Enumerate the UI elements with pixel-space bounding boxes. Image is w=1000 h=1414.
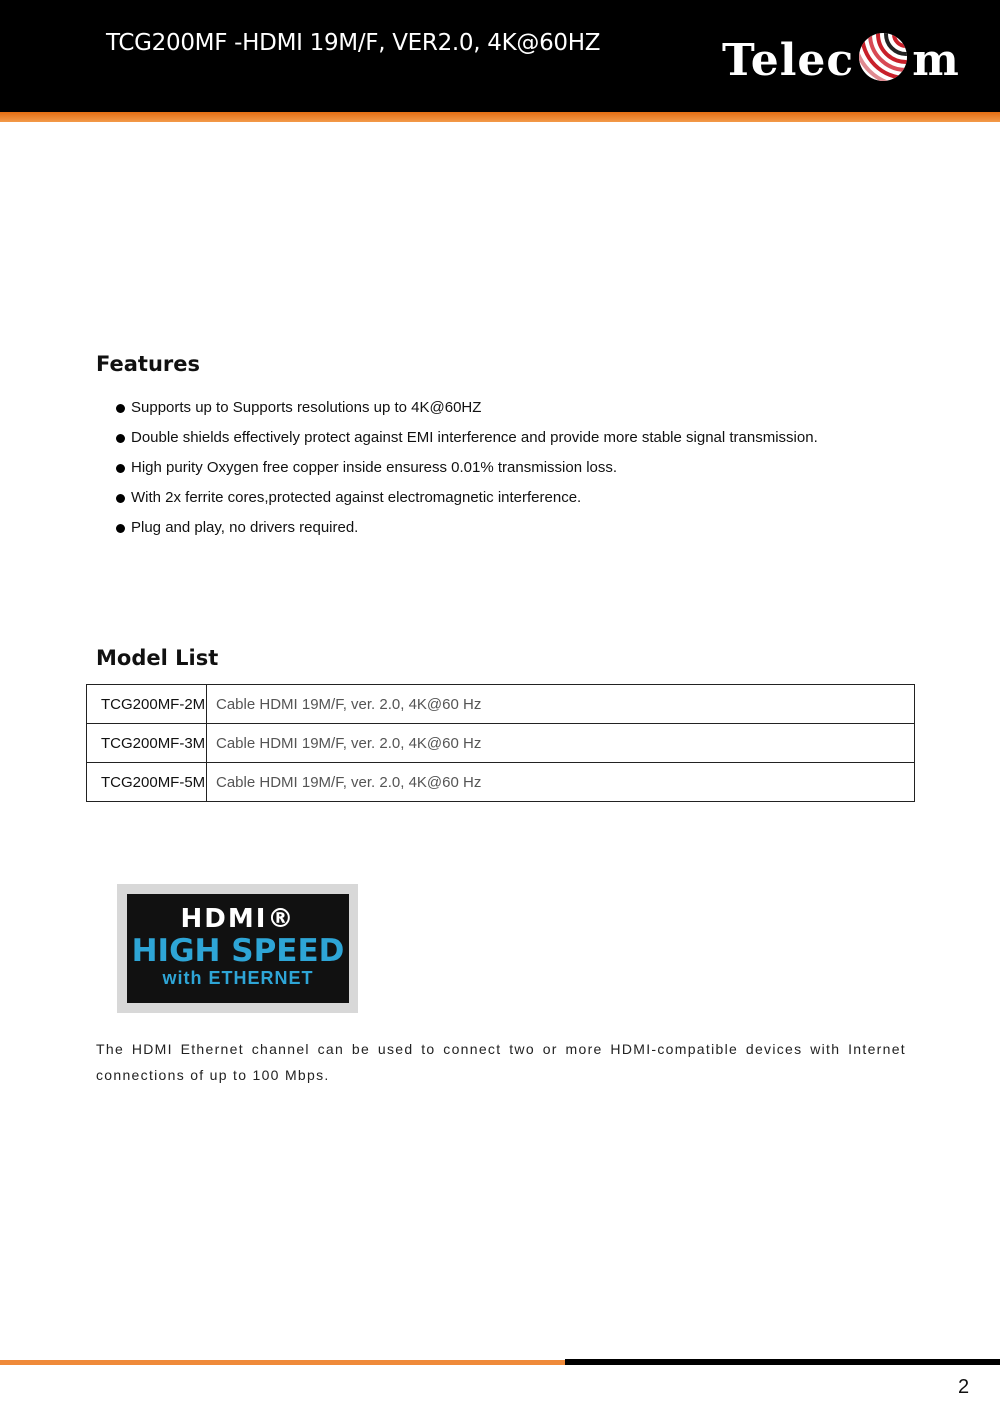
bullet-icon	[116, 494, 125, 503]
bullet-icon	[116, 434, 125, 443]
description-cell: Cable HDMI 19M/F, ver. 2.0, 4K@60 Hz	[207, 763, 915, 802]
feature-item	[116, 396, 818, 426]
badge-inner	[127, 894, 349, 1003]
feature-item	[116, 456, 818, 486]
bullet-icon	[116, 524, 125, 533]
model-cell: TCG200MF-2M	[87, 685, 207, 724]
globe-icon	[858, 32, 908, 82]
header-bar	[0, 0, 1000, 112]
model-cell: TCG200MF-3M	[87, 724, 207, 763]
feature-item	[116, 426, 818, 456]
badge-line1: HIGH SPEED	[131, 933, 345, 969]
model-table	[86, 684, 915, 802]
feature-item	[116, 516, 818, 546]
logo-text-left: Telec	[722, 34, 855, 86]
description-cell: Cable HDMI 19M/F, ver. 2.0, 4K@60 Hz	[207, 685, 915, 724]
bullet-icon	[116, 404, 125, 413]
table-row	[87, 763, 915, 802]
badge-line2: with ETHERNET	[162, 968, 314, 988]
model-cell: TCG200MF-5M	[87, 763, 207, 802]
hdmi-high-speed-badge	[117, 884, 358, 1013]
document-title: TCG200MF -HDMI 19M/F, VER2.0, 4K@60HZ	[106, 30, 601, 56]
page-number: 2	[958, 1376, 970, 1398]
feature-text: With 2x ferrite cores,protected against electromagnetic interference.	[131, 489, 582, 506]
header-accent-bar	[0, 112, 1000, 122]
feature-text: High purity Oxygen free copper inside ensuress 0.01% transmission loss.	[131, 459, 618, 476]
feature-text: Supports up to Supports resolutions up to 4K@60HZ	[131, 399, 482, 416]
table-row	[87, 724, 915, 763]
bullet-icon	[116, 464, 125, 473]
features-list	[116, 396, 818, 546]
footer-black-bar	[565, 1359, 1000, 1365]
feature-text: Double shields effectively protect against EMI interference and provide more stable signal transmission.	[131, 429, 818, 446]
feature-text: Plug and play, no drivers required.	[131, 519, 359, 536]
feature-item	[116, 486, 818, 516]
model-list-heading: Model List	[96, 646, 219, 670]
telecom-logo	[722, 30, 960, 90]
logo-text-right: m	[912, 34, 960, 86]
features-heading: Features	[96, 352, 200, 376]
table-row	[87, 685, 915, 724]
ethernet-description: The HDMI Ethernet channel can be used to connect two or more HDMI-compatible devices with Internet connections of up to 100 Mbps.	[96, 1041, 906, 1083]
footer-accent-bar	[0, 1360, 565, 1365]
hdmi-logo: HDMI®	[180, 904, 296, 934]
description-cell: Cable HDMI 19M/F, ver. 2.0, 4K@60 Hz	[207, 724, 915, 763]
